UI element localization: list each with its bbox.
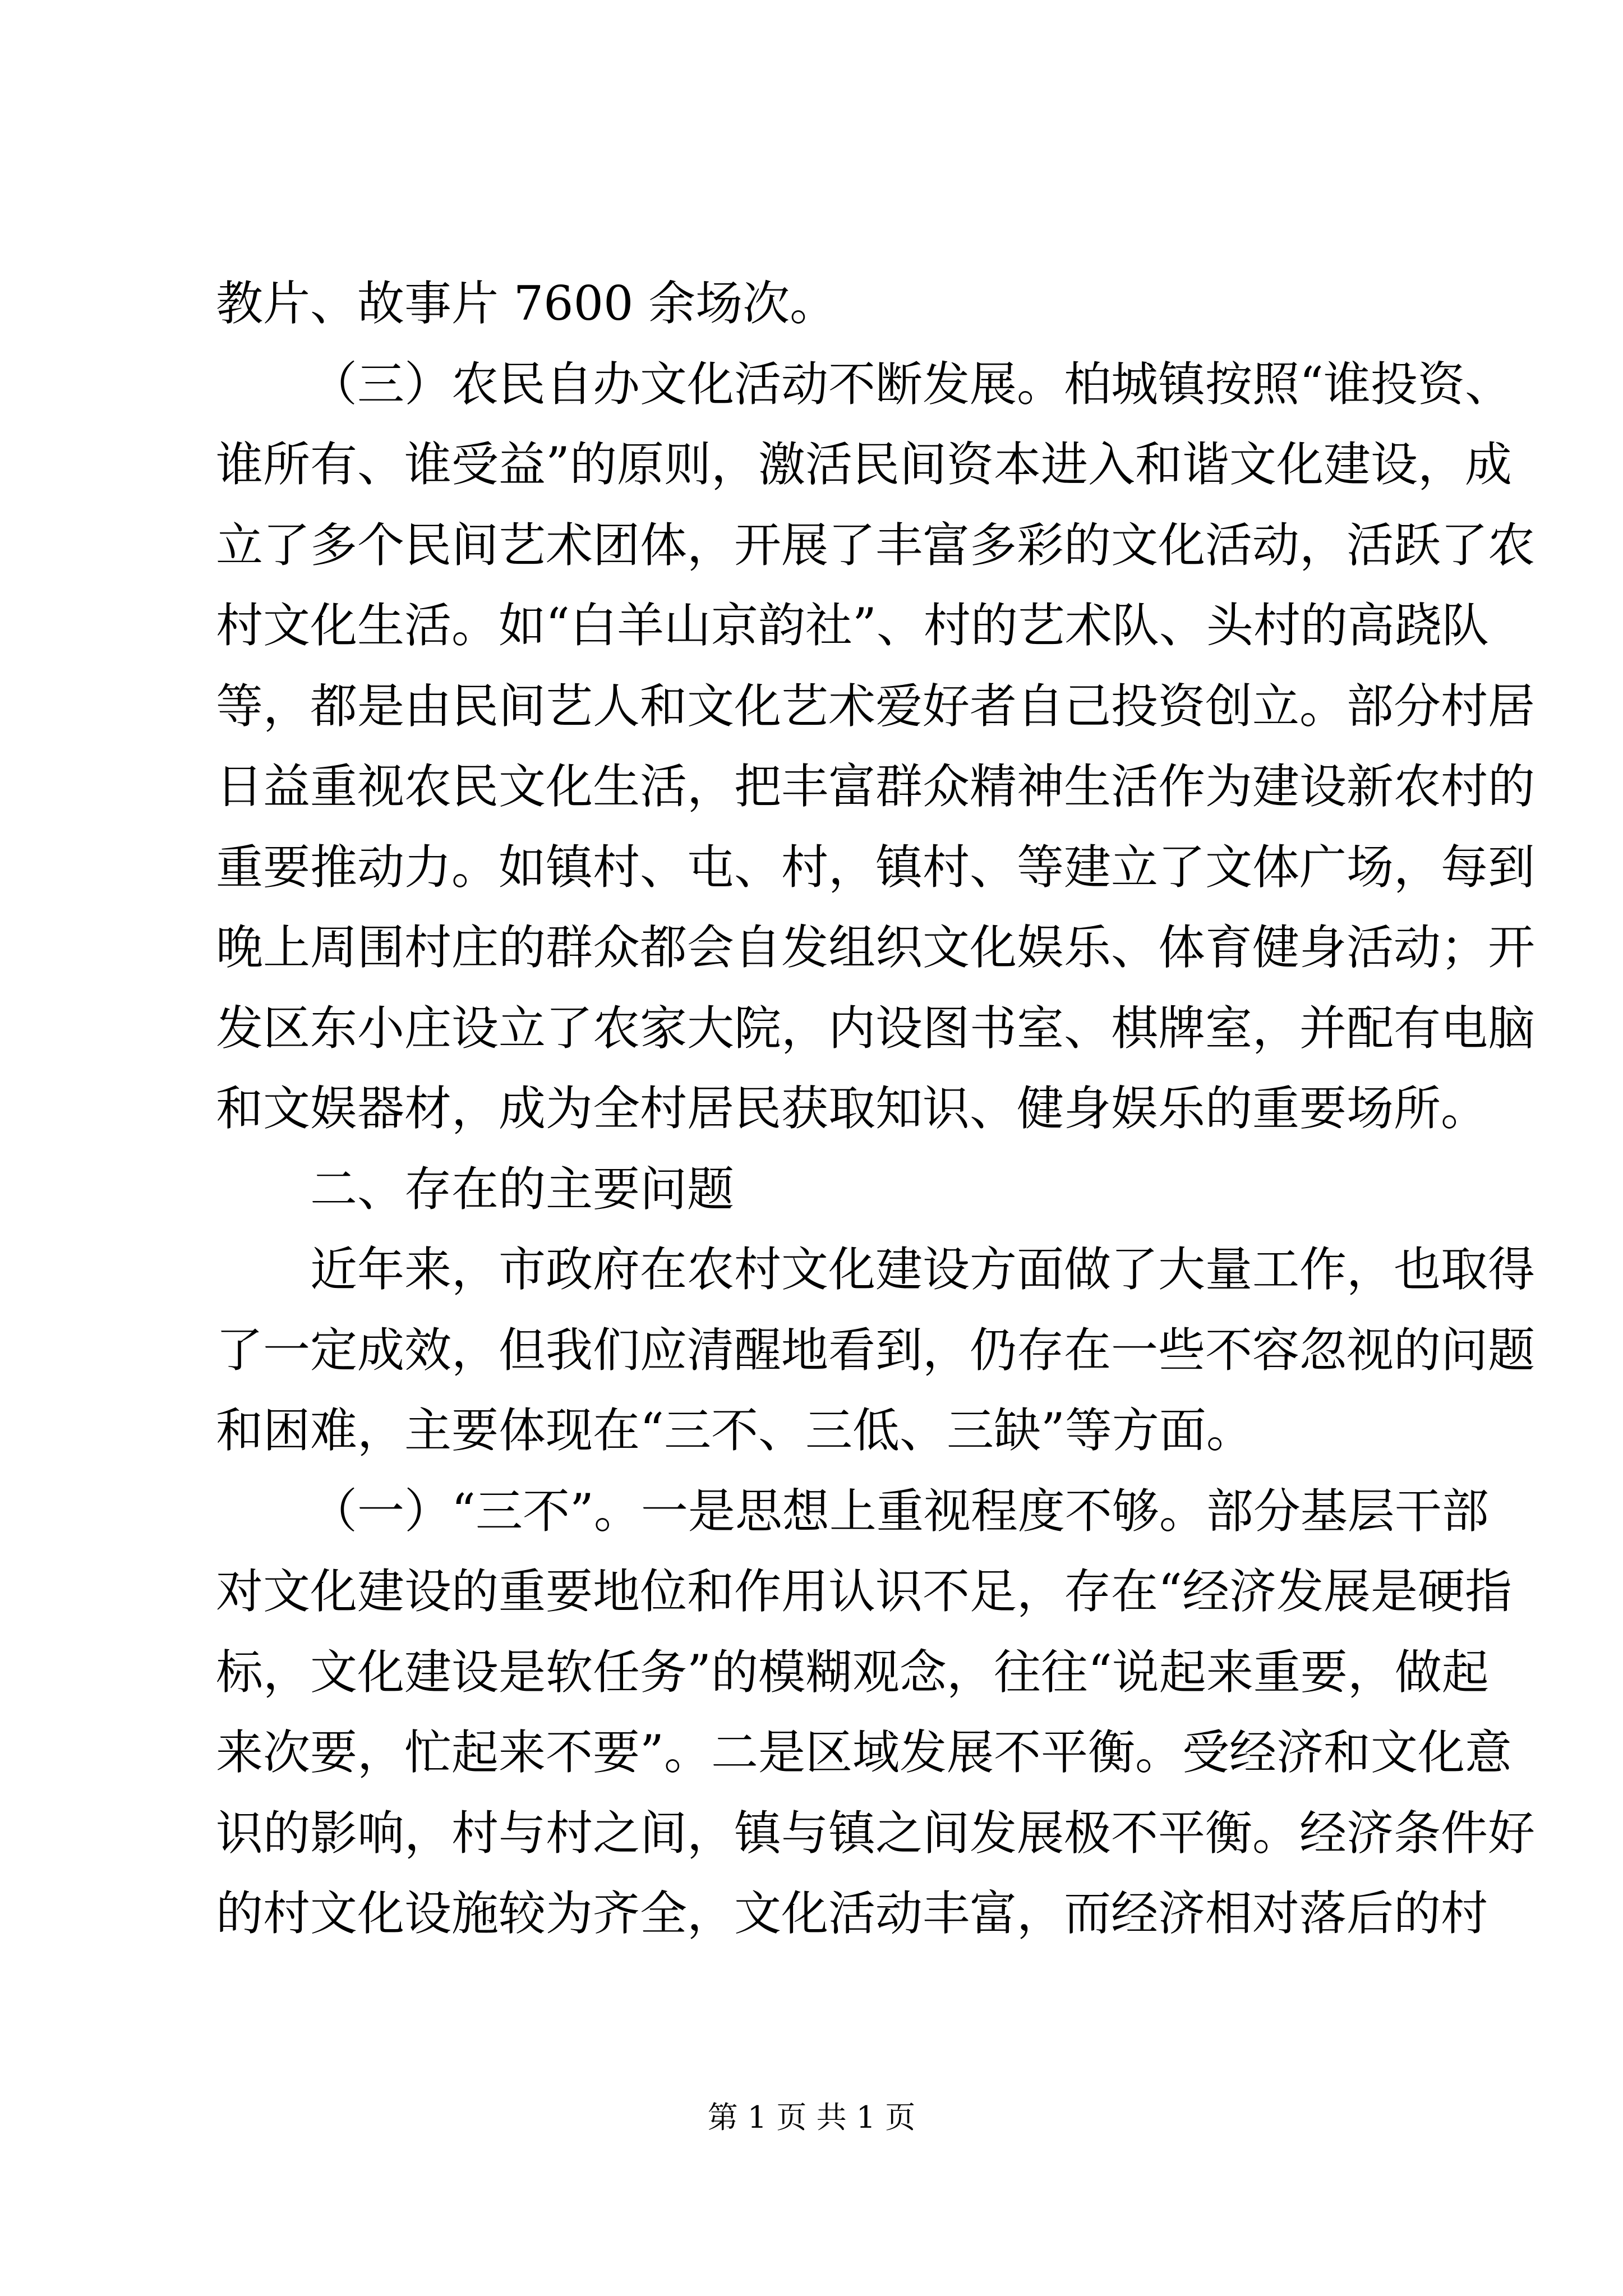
text-line: 发区东小庄设立了农家大院，内设图书室、棋牌室，并配有电脑 [216,1000,1536,1056]
text-line: 谁所有、谁受益”的原则，激活民间资本进入和谐文化建设，成 [216,437,1512,492]
text-line: 立了多个民间艺术团体，开展了丰富多彩的文化活动，活跃了农 [216,517,1536,573]
text-line: 和困难，主要体现在“三不、三低、三缺”等方面。 [216,1403,1253,1458]
section-heading: 二、存在的主要问题 [310,1161,735,1217]
text-line: 晚上周围村庄的群众都会自发组织文化娱乐、体育健身活动；开 [216,920,1536,975]
text-line: 标，文化建设是软任务”的模糊观念，往往“说起来重要，做起 [216,1644,1489,1700]
text-line: 对文化建设的重要地位和作用认识不足，存在“经济发展是硬指 [216,1564,1512,1619]
text-line: 重要推动力。如镇村、屯、村，镇村、等建立了文体广场，每到 [216,839,1536,895]
page-number-label: 第 1 页 共 1 页 [707,2100,916,2135]
text-line: 近年来，市政府在农村文化建设方面做了大量工作，也取得 [310,1242,1536,1297]
text-line: 了一定成效，但我们应清醒地看到，仍存在一些不容忽视的问题 [216,1322,1536,1378]
page-footer [0,2098,1623,2137]
text-line: 日益重视农民文化生活，把丰富群众精神生活作为建设新农村的 [216,759,1536,814]
text-line: 教片、故事片 7600 余场次。 [216,276,837,331]
text-line: 村文化生活。如“白羊山京韵社”、村的艺术队、头村的高跷队 [216,598,1489,653]
text-line: 的村文化设施较为齐全，文化活动丰富，而经济相对落后的村 [216,1886,1488,1941]
text-line: （三）农民自办文化活动不断发展。柏城镇按照“谁投资、 [310,356,1512,412]
text-line: 和文娱器材，成为全村居民获取知识、健身娱乐的重要场所。 [216,1081,1488,1136]
text-line: 来次要，忙起来不要”。二是区域发展不平衡。受经济和文化意 [216,1725,1512,1780]
text-line: 识的影响，村与村之间，镇与镇之间发展极不平衡。经济条件好 [216,1805,1536,1861]
document-body [216,264,1536,1954]
text-line: 等，都是由民间艺人和文化艺术爱好者自己投资创立。部分村居 [216,678,1536,734]
text-line: （一）“三不”。一是思想上重视程度不够。部分基层干部 [310,1483,1489,1539]
